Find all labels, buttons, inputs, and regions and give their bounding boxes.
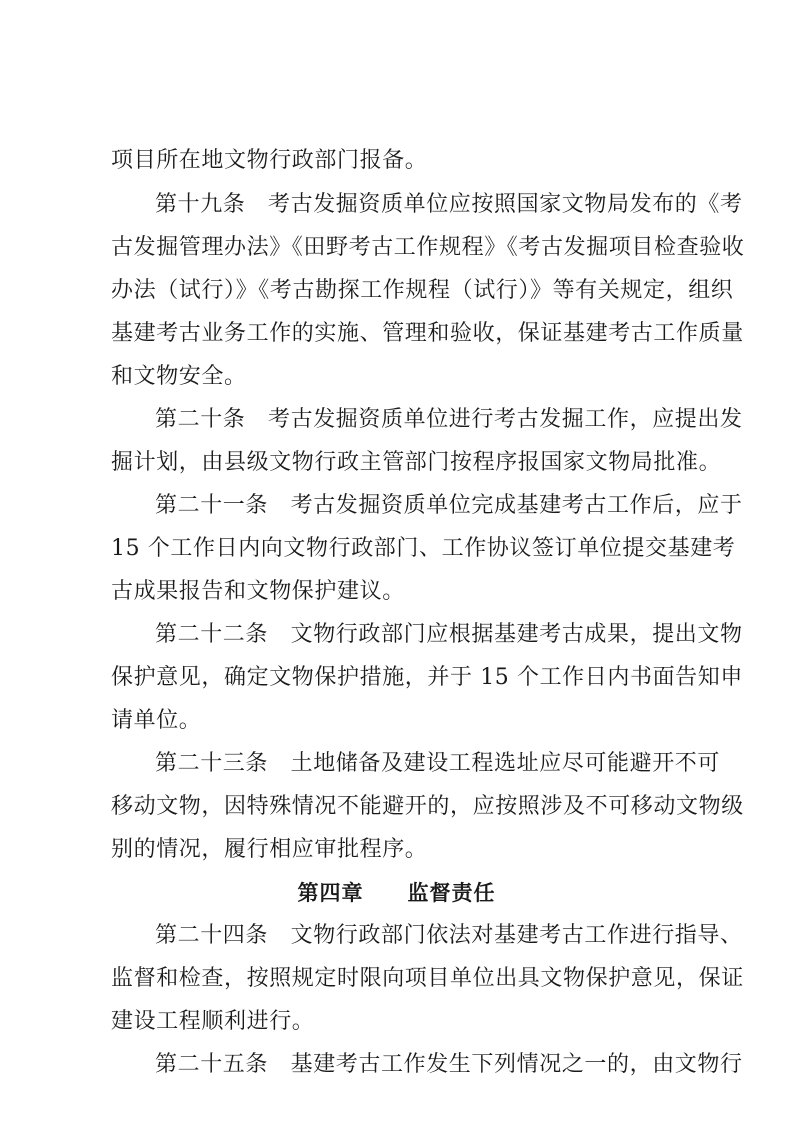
paragraph-line: 别的情况，履行相应审批程序。: [111, 837, 428, 862]
article-19-line: 第十九条 考古发掘资质单位应按照国家文物局发布的《考: [155, 192, 743, 217]
paragraph-line: 办法（试行）》《考古勘探工作规程（试行）》等有关规定，组织: [111, 278, 734, 303]
paragraph-line: 保护意见，确定文物保护措施，并于 15 个工作日内书面告知申: [111, 665, 743, 690]
paragraph-line: 移动文物，因特殊情况不能避开的，应按照涉及不可移动文物级: [111, 794, 744, 819]
chapter-heading: 第四章 监督责任: [297, 881, 496, 905]
article-20-line: 第二十条 考古发掘资质单位进行考古发掘工作，应提出发: [155, 407, 743, 432]
article-22-line: 第二十二条 文物行政部门应根据基建考古成果，提出文物: [155, 622, 743, 647]
paragraph-line: 掘计划，由县级文物行政主管部门按程序报国家文物局批准。: [111, 450, 722, 475]
paragraph-line: 请单位。: [111, 708, 202, 733]
article-24-line: 第二十四条 文物行政部门依法对基建考古工作进行指导、: [155, 923, 743, 948]
article-21-line: 第二十一条 考古发掘资质单位完成基建考古工作后，应于: [155, 493, 743, 518]
paragraph-line: 古发掘管理办法》《田野考古工作规程》《考古发掘项目检查验收: [111, 235, 745, 260]
paragraph-line: 建设工程顺利进行。: [111, 1009, 315, 1034]
paragraph-line: 古成果报告和文物保护建议。: [111, 579, 405, 604]
article-25-line: 第二十五条 基建考古工作发生下列情况之一的，由文物行: [155, 1052, 743, 1077]
paragraph-line: 和文物安全。: [111, 364, 247, 389]
paragraph-line: 监督和检查，按照规定时限向项目单位出具文物保护意见，保证: [111, 966, 744, 991]
paragraph-line: 基建考古业务工作的实施、管理和验收，保证基建考古工作质量: [111, 321, 744, 346]
paragraph-line: 15 个工作日内向文物行政部门、工作协议签订单位提交基建考: [111, 536, 736, 561]
article-23-line: 第二十三条 土地储备及建设工程选址应尽可能避开不可: [155, 751, 721, 776]
paragraph-line: 项目所在地文物行政部门报备。: [111, 148, 428, 173]
